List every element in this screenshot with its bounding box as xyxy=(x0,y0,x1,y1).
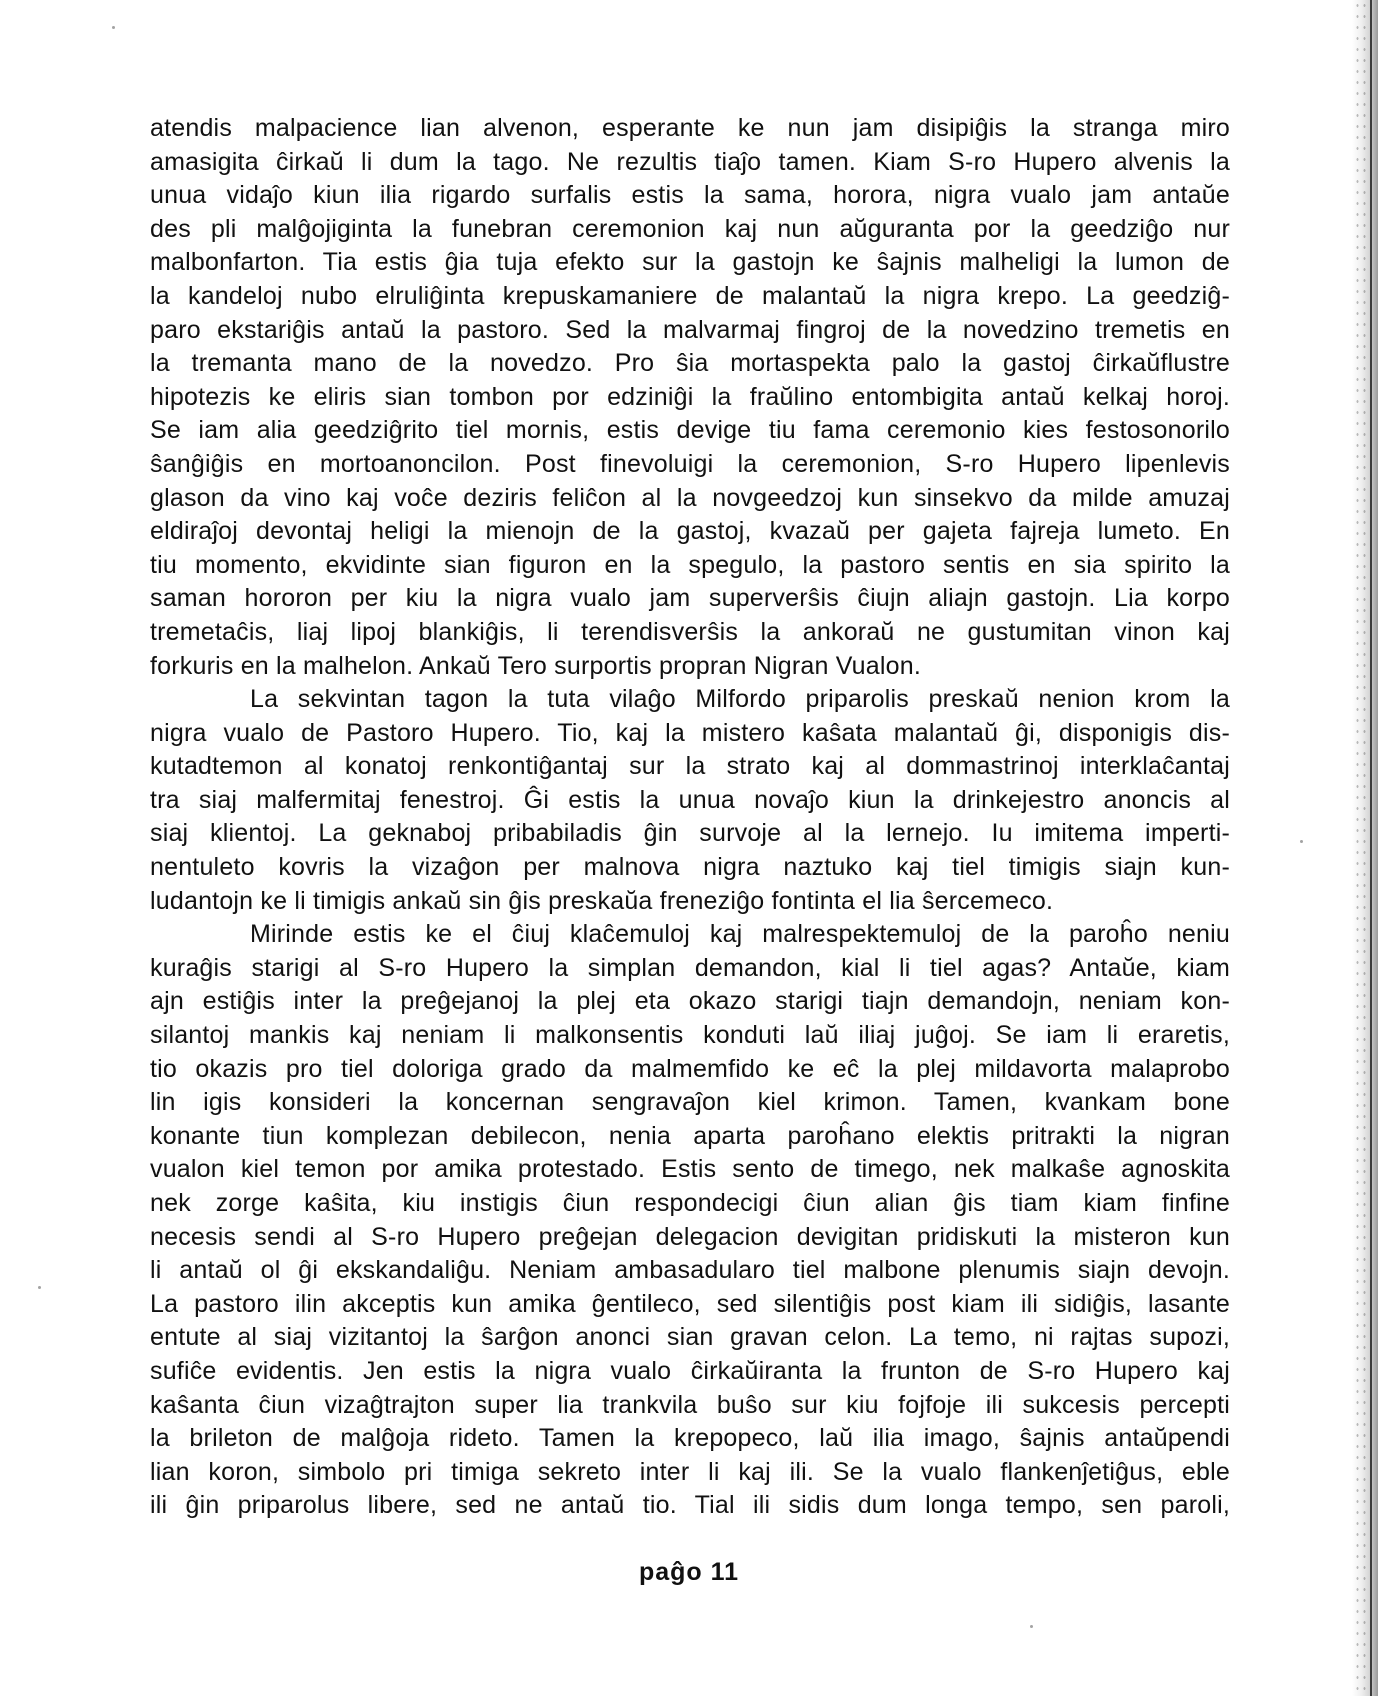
text-line: tremetaĉis, liaj lipoj blankiĝis, li terendisverŝis la ankoraŭ ne gustumitan vinon kaj xyxy=(150,617,1230,646)
text-line: ajn estiĝis inter la preĝejanoj la plej eta okazo starigi tiajn demandojn, neniam kon- xyxy=(150,987,1230,1016)
text-line: hipotezis ke eliris sian tombon por edziniĝi la fraŭlino entombigita antaŭ kelkaj horoj. xyxy=(150,382,1230,411)
text-line: nigra vualo de Pastoro Hupero. Tio, kaj la mistero kaŝata malantaŭ ĝi, disponigis dis- xyxy=(150,718,1230,747)
scan-speck xyxy=(38,1286,41,1289)
text-line: la brileton de malĝoja rideto. Tamen la krepopeco, laŭ ilia imago, ŝajnis antaŭpendi xyxy=(150,1424,1230,1453)
text-line: des pli malĝojiginta la funebran ceremonion kaj nun aŭguranta por la geedziĝo nur xyxy=(150,214,1230,243)
text-line: tio okazis pro tiel doloriga grado da malmemfido ke eĉ la plej mildavorta malaprobo xyxy=(150,1054,1230,1083)
text-line: kutadtemon al konatoj renkontiĝantaj sur la strato kaj al dommastrinoj interklaĉantaj xyxy=(150,752,1230,781)
scan-speck xyxy=(1300,840,1303,843)
text-line: paro ekstariĝis antaŭ la pastoro. Sed la malvarmaj fingroj de la novedzino tremetis en xyxy=(150,315,1230,344)
text-line: unua vidaĵo kiun ilia rigardo surfalis estis la sama, horora, nigra vualo jam antaŭe xyxy=(150,181,1230,210)
paragraph-end-line: ludantojn ke li timigis ankaŭ sin ĝis preskaŭa freneziĝo fontinta el lia ŝercemeco. xyxy=(150,886,1054,915)
text-line: saman hororon per kiu la nigra vualo jam superverŝis ĉiujn aliajn gastojn. Lia korpo xyxy=(150,584,1230,613)
text-line: tra siaj malfermitaj fenestroj. Ĝi estis la unua novaĵo kiun la drinkejestro anoncis al xyxy=(150,785,1230,814)
text-line: ŝanĝiĝis en mortoanoncilon. Post finevoluigi la ceremonion, S-ro Hupero lipenlevis xyxy=(150,449,1230,478)
text-line: lin igis konsideri la koncernan sengravaĵon kiel krimon. Tamen, kvankam bone xyxy=(150,1088,1230,1117)
text-line: la tremanta mano de la novedzo. Pro ŝia mortaspekta palo la gastoj ĉirkaŭflustre xyxy=(150,349,1230,378)
page-number: paĝo 11 xyxy=(638,1558,740,1586)
text-line: siaj klientoj. La geknaboj pribabiladis ĝin survoje al la lernejo. Iu imitema imperti- xyxy=(150,819,1230,848)
scan-edge-noise xyxy=(1354,0,1368,1696)
text-line: glason da vino kaj voĉe deziris feliĉon al la novgeedzoj kun sinsekvo da milde amuzaj xyxy=(150,483,1230,512)
text-line: entute al siaj vizitantoj la ŝarĝon anonci sian gravan celon. La temo, ni rajtas supozi, xyxy=(150,1323,1230,1352)
text-line: konante tiun komplezan debilecon, nenia aparta paroĥano elektis pritrakti la nigran xyxy=(150,1121,1230,1150)
text-line: tiu momento, ekvidinte sian figuron en la spegulo, la pastoro sentis en sia spirito la xyxy=(150,550,1230,579)
text-line: nentuleto kovris la vizaĝon per malnova nigra naztuko kaj tiel timigis siajn kun- xyxy=(150,853,1230,882)
text-line: atendis malpacience lian alvenon, esperante ke nun jam disipiĝis la stranga miro xyxy=(150,114,1230,142)
scan-edge-line xyxy=(1370,0,1372,1696)
text-line: li antaŭ ol ĝi ekskandaliĝu. Neniam ambasadularo tiel malbone plenumis siajn devojn. xyxy=(150,1256,1230,1285)
text-line: kuraĝis starigi al S-ro Hupero la simplan demandon, kial li tiel agas? Antaŭe, kiam xyxy=(150,953,1230,982)
text-line: necesis sendi al S-ro Hupero preĝejan delegacion devigitan pridiskuti la misteron kun xyxy=(150,1222,1230,1251)
text-line: amasigita ĉirkaŭ li dum la tago. Ne rezultis tiaĵo tamen. Kiam S-ro Hupero alvenis la xyxy=(150,147,1230,176)
text-line: vualon kiel temon por amika protestado. Estis sento de timego, nek malkaŝe agnoskita xyxy=(150,1155,1230,1184)
text-line: ili ĝin priparolus libere, sed ne antaŭ tio. Tial ili sidis dum longa tempo, sen paroli, xyxy=(150,1491,1230,1520)
text-line: lian koron, simbolo pri timiga sekreto inter li kaj ili. Se la vualo flankenĵetiĝus, eble xyxy=(150,1457,1230,1486)
paragraph-end-line: forkuris en la malhelon. Ankaŭ Tero surportis propran Nigran Vualon. xyxy=(150,651,921,680)
text-line: malbonfarton. Tia estis ĝia tuja efekto sur la gastojn ke ŝajnis malheligi la lumon de xyxy=(150,248,1230,277)
scan-speck xyxy=(1030,1625,1033,1628)
paragraph-start-line: Mirinde estis ke el ĉiuj klaĉemuloj kaj malrespektemuloj de la paroĥo neniu xyxy=(250,920,1230,949)
scan-speck xyxy=(112,26,115,29)
text-line: la kandeloj nubo elruliĝinta krepuskamaniere de malantaŭ la nigra krepo. La geedziĝ- xyxy=(150,281,1230,310)
text-line: eldiraĵoj devontaj heligi la mienojn de la gastoj, kvazaŭ per gajeta fajreja lumeto. En xyxy=(150,517,1230,546)
text-line: nek zorge kaŝita, kiu instigis ĉiun respondecigi ĉiun alian ĝis tiam kiam finfine xyxy=(150,1189,1230,1217)
text-line: silantoj mankis kaj neniam li malkonsentis konduti laŭ iliaj juĝoj. Se iam li eraretis, xyxy=(150,1021,1230,1050)
text-line: kaŝanta ĉiun vizaĝtrajton super lia trankvila buŝo sur kiu fojfoje ili sukcesis percepti xyxy=(150,1390,1230,1419)
body-text xyxy=(150,112,1230,1523)
text-line: sufiĉe evidentis. Jen estis la nigra vualo ĉirkaŭiranta la frunton de S-ro Hupero kaj xyxy=(150,1356,1230,1385)
text-line: La pastoro ilin akceptis kun amika ĝentileco, sed silentiĝis post kiam ili sidiĝis, lasante xyxy=(150,1289,1230,1318)
paragraph-start-line: La sekvintan tagon la tuta vilaĝo Milfordo priparolis preskaŭ nenion krom la xyxy=(250,685,1230,714)
text-line: Se iam alia geedziĝrito tiel mornis, estis devige tiu fama ceremonio kies festosonorilo xyxy=(150,416,1230,445)
